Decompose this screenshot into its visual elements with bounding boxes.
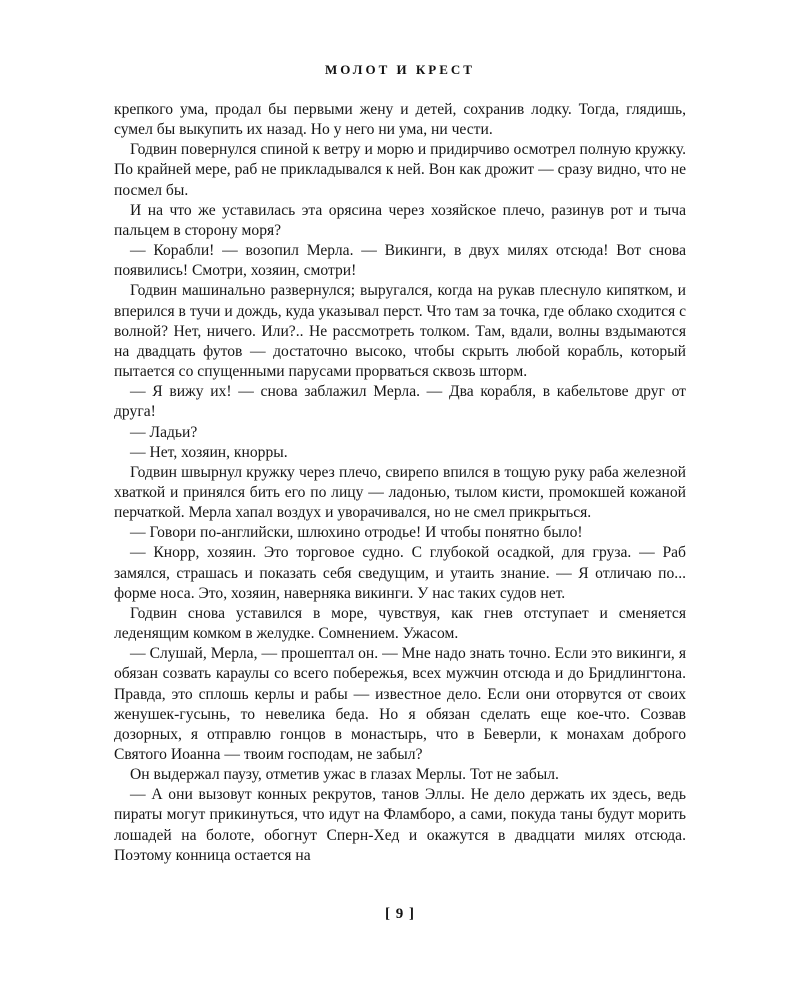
paragraph: крепкого ума, продал бы первыми жену и детей, сохранив лодку. Тогда, глядишь, сумел бы выкупить их назад. Но у него ни ума, ни чести.	[114, 101, 686, 139]
paragraph: — Слушай, Мерла, — прошептал он. — Мне надо знать точно. Если это викинги, я обязан созвать караулы со всего побережья, всех мужчин отсюда и до Бридлингтона. Правда, это сплошь керлы и рабы — известное дело. Если они оторвутся от своих женушек-гусынь, то невелика беда. Но я обязан сделать еще кое-что. Созвав дозорных, я отправлю гонцов в монастырь, что в Беверли, к монахам доброго Святого Иоанна — твоим господам, не забыл?	[114, 645, 686, 763]
paragraph: — Я вижу их! — снова заблажил Мерла. — Два корабля, в кабельтове друг от друга!	[114, 383, 686, 421]
paragraph: И на что же уставилась эта орясина через хозяйское плечо, разинув рот и тыча пальцем в сторону моря?	[114, 201, 686, 239]
paragraph: Он выдержал паузу, отметив ужас в глазах Мерлы. Тот не забыл.	[130, 766, 559, 784]
paragraph: — А они вызовут конных рекрутов, танов Эллы. Не дело держать их здесь, ведь пираты могут прикинуться, что идут на Фламборо, а сами, покуда таны будут морить лошадей на болоте, обогнут Сперн-Хед и окажутся в двадцати милях отсюда. Поэтому конница остается на	[114, 786, 686, 864]
paragraph: Годвин швырнул кружку через плечо, свирепо впился в тощую руку раба железной хваткой и принялся бить его по лицу — ладонью, тылом кисти, промокшей кожаной перчаткой. Мерла хапал воздух и уворачивался, но не смел прикрыться.	[114, 463, 686, 522]
paragraph: — Ладьи?	[130, 423, 198, 441]
paragraph: Годвин повернулся спиной к ветру и морю и придирчиво осмотрел полную кружку. По крайней мере, раб не прикладывался к ней. Вон как дрожит — сразу видно, что не посмел бы.	[114, 141, 686, 199]
running-title: МОЛОТ И КРЕСТ	[325, 62, 475, 77]
body-text	[114, 100, 686, 866]
paragraph: — Кнорр, хозяин. Это торговое судно. С глубокой осадкой, для груза. — Раб замялся, страшась и показать себя сведущим, и утаить знание. — Я отличаю по... форме носа. Это, хозяин, наверняка викинги. У нас таких судов нет.	[114, 544, 686, 602]
paragraph: — Корабли! — возопил Мерла. — Викинги, в двух милях отсюда! Вот снова появились! Смотри, хозяин, смотри!	[114, 242, 686, 280]
paragraph: — Нет, хозяин, кнорры.	[130, 443, 288, 461]
paragraph: Годвин снова уставился в море, чувствуя, как гнев отступает и сменяется леденящим комком в желудке. Сомнением. Ужасом.	[114, 604, 686, 643]
paragraph: — Говори по-английски, шлюхино отродье! И чтобы понятно было!	[130, 524, 583, 542]
page-number: [ 9 ]	[385, 906, 415, 922]
paragraph: Годвин машинально развернулся; выругался, когда на рукав плеснуло кипятком, и вперился в тучи и дождь, куда указывал перст. Что там за точка, где облако сходится с волной? Нет, ничего. Или?.. Не рассмотреть толком. Там, вдали, волны вздымаются на двадцать футов — достаточно высоко, чтобы скрыть любой корабль, который пытается со спущенными парусами прорваться сквозь шторм.	[114, 282, 686, 381]
